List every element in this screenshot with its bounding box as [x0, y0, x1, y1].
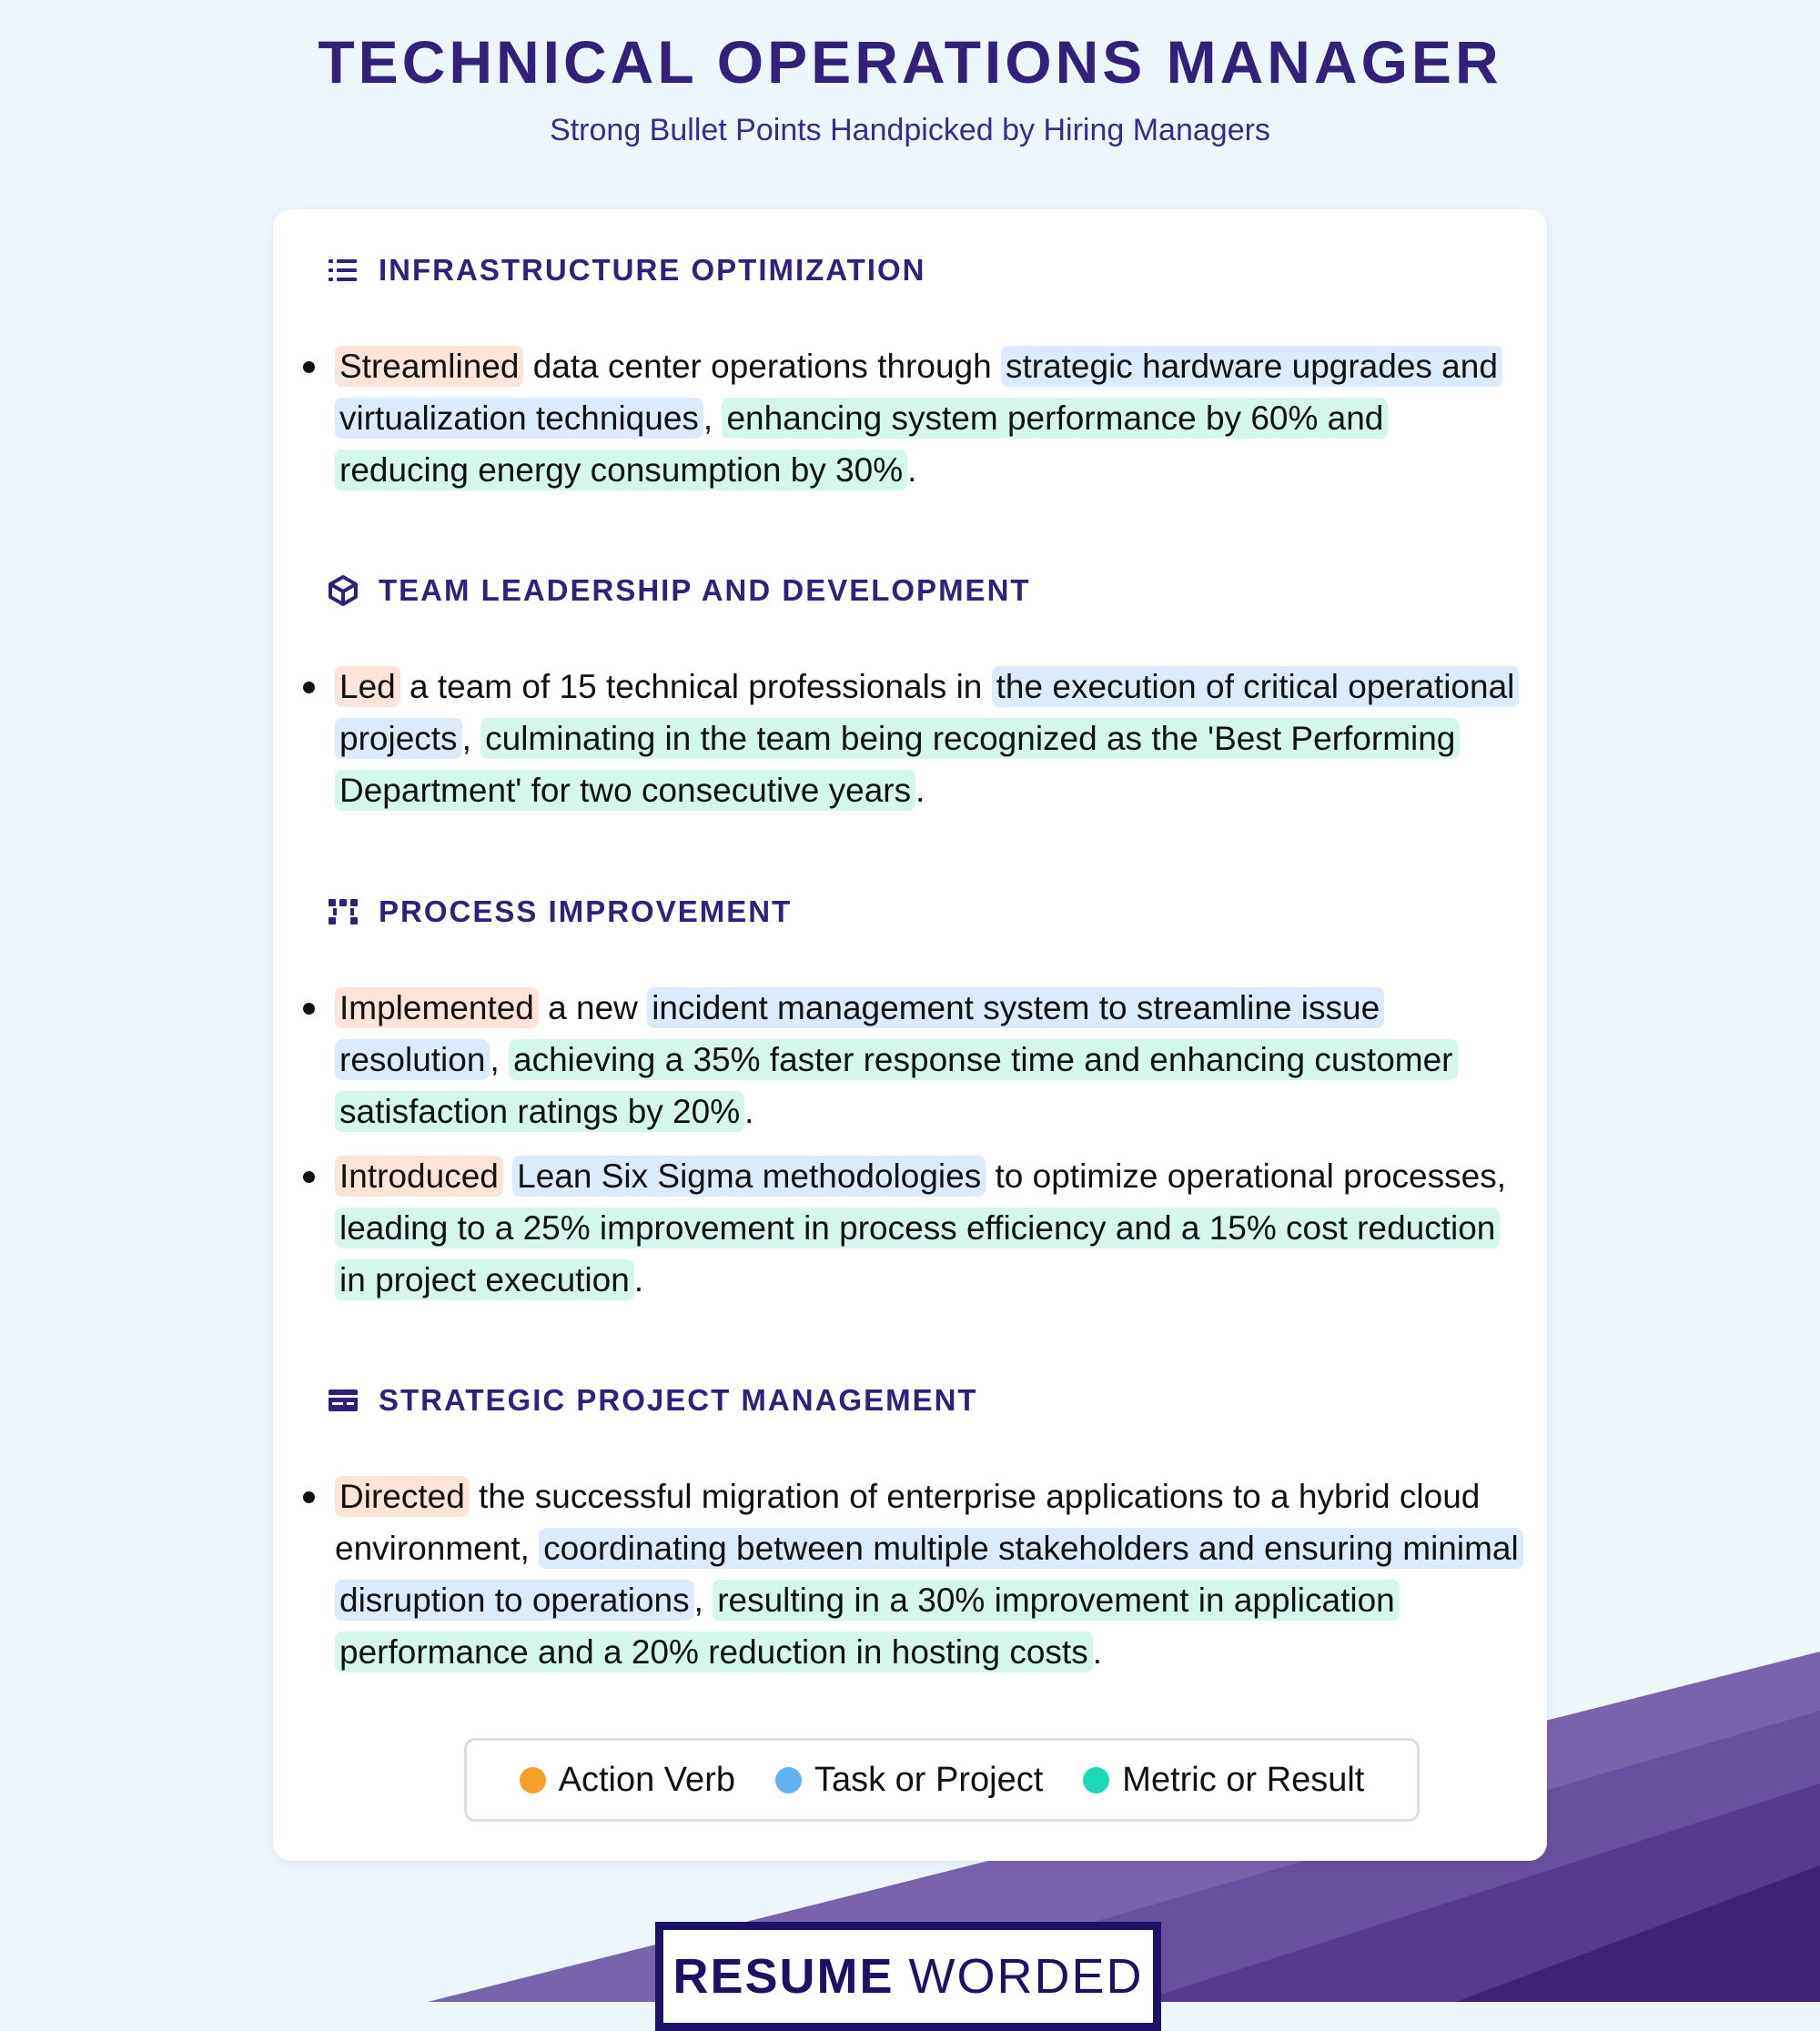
bullet-dot	[303, 1171, 315, 1183]
section-header	[328, 248, 1520, 293]
plain-text: .	[1092, 1633, 1102, 1671]
metric-highlight: leading to a 25% improvement in process efficiency and a 15% cost reduction in project execution	[335, 1207, 1500, 1300]
task-highlight: coordinating between multiple stakeholders and ensuring minimal disruption to operations	[335, 1528, 1523, 1621]
section-header	[328, 889, 1520, 935]
cube-icon	[328, 575, 359, 606]
bullet-dot	[303, 1491, 315, 1503]
legend-label: Metric or Result	[1122, 1760, 1365, 1799]
page-subtitle: Strong Bullet Points Handpicked by Hiring Managers	[550, 113, 1270, 147]
task-highlight: incident management system to streamline issue resolution	[335, 987, 1384, 1080]
plain-text: to optimize operational processes,	[986, 1157, 1506, 1195]
bullet-item	[329, 661, 1520, 816]
bullet-card	[273, 209, 1547, 1861]
task-highlight: the execution of critical operational projects	[335, 666, 1519, 759]
plain-text: ,	[461, 720, 481, 757]
section-infrastructure-optimization	[328, 248, 1520, 509]
page-title: TECHNICAL OPERATIONS MANAGER	[318, 28, 1502, 96]
action-verb-highlight: Led	[335, 666, 400, 707]
brand-logo	[655, 1922, 1161, 2031]
plain-text: data center operations through	[523, 348, 1001, 385]
plain-text: a new	[538, 989, 648, 1026]
bullet-list	[328, 661, 1520, 816]
plain-text: ,	[490, 1041, 509, 1078]
bullet-text	[335, 661, 1520, 816]
bullet-item	[329, 1150, 1520, 1306]
action-verb-highlight: Streamlined	[335, 346, 523, 387]
legend-dot-action	[520, 1767, 546, 1794]
legend-label: Task or Project	[814, 1760, 1044, 1799]
action-verb-highlight: Implemented	[335, 987, 539, 1028]
section-process-improvement	[328, 889, 1520, 1319]
plain-text: .	[744, 1093, 754, 1130]
legend-item-metric	[1083, 1761, 1364, 1800]
bullet-list	[328, 982, 1520, 1306]
bullet-text	[335, 1150, 1520, 1306]
bullet-text	[335, 982, 1520, 1137]
bullet-list	[328, 1470, 1520, 1678]
list-icon	[328, 255, 359, 286]
legend-item-action	[520, 1761, 735, 1800]
card-icon	[328, 1385, 359, 1416]
workflow-icon	[328, 896, 359, 927]
section-title: INFRASTRUCTURE OPTIMIZATION	[379, 253, 926, 287]
action-verb-highlight: Directed	[335, 1476, 470, 1517]
section-title: TEAM LEADERSHIP AND DEVELOPMENT	[379, 573, 1031, 607]
plain-text	[503, 1157, 512, 1195]
section-strategic-project-management	[328, 1378, 1520, 1691]
bullet-item	[329, 340, 1520, 496]
bullet-list	[328, 340, 1520, 496]
plain-text: .	[907, 451, 917, 489]
metric-highlight: culminating in the team being recognized as the 'Best Performing Department' for two consecutive years	[335, 718, 1460, 811]
bullet-item	[329, 1470, 1520, 1678]
legend-dot-metric	[1083, 1767, 1109, 1794]
bullet-dot	[303, 682, 315, 693]
bullet-text	[335, 340, 1520, 496]
plain-text: ,	[703, 399, 723, 437]
plain-text: a team of 15 technical professionals in	[399, 668, 992, 705]
bullet-text	[335, 1470, 1520, 1678]
task-highlight: Lean Six Sigma methodologies	[512, 1156, 986, 1197]
section-header	[328, 568, 1520, 613]
bullet-dot	[303, 361, 315, 373]
bullet-item	[329, 982, 1520, 1137]
highlight-legend	[464, 1738, 1420, 1822]
plain-text: the successful migration of enterprise applications to a hybrid cloud environment,	[335, 1478, 1481, 1567]
brand-name-bold: RESUME	[672, 1949, 895, 2004]
plain-text: .	[915, 772, 925, 809]
brand-name-light: WORDED	[908, 1949, 1144, 2004]
section-title: STRATEGIC PROJECT MANAGEMENT	[379, 1383, 978, 1417]
legend-dot-task	[775, 1767, 802, 1794]
legend-item-task	[775, 1761, 1043, 1800]
plain-text: .	[633, 1261, 644, 1298]
action-verb-highlight: Introduced	[335, 1156, 503, 1197]
section-header	[328, 1378, 1520, 1423]
metric-highlight: resulting in a 30% improvement in application performance and a 20% reduction in hosting costs	[335, 1580, 1400, 1672]
metric-highlight: achieving a 35% faster response time and enhancing customer satisfaction ratings by 20%	[335, 1039, 1458, 1132]
legend-label: Action Verb	[558, 1760, 735, 1799]
section-team-leadership	[328, 568, 1520, 829]
plain-text: ,	[693, 1581, 713, 1619]
bullet-dot	[303, 1003, 315, 1015]
task-highlight: strategic hardware upgrades and virtualization techniques	[335, 346, 1502, 439]
metric-highlight: enhancing system performance by 60% and reducing energy consumption by 30%	[335, 398, 1388, 490]
section-title: PROCESS IMPROVEMENT	[379, 894, 793, 928]
